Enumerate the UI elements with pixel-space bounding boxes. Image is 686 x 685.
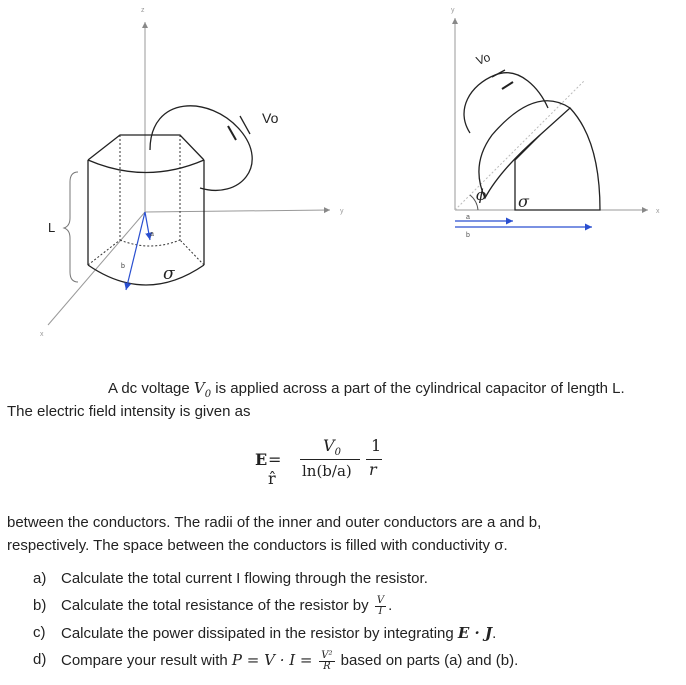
voltage-label: Vo: [474, 50, 493, 68]
z-axis-label: z: [141, 7, 145, 14]
y-axis-label: y: [451, 7, 455, 14]
intro-line-1: A dc voltage $V_0$ is applied across a part of the cylindrical capacitor of length L.: [108, 379, 625, 400]
radius-b-label: b: [121, 263, 125, 270]
equation-num: $V_0$: [323, 436, 341, 459]
voltage-label: Vo: [262, 110, 279, 126]
x-axis-label: x: [656, 208, 660, 215]
radius-a-label: a: [466, 214, 470, 221]
question-b: b) Calculate the total resistance of the resistor by $\frac{V}{I}$ .: [33, 594, 393, 617]
left-figure: [40, 7, 344, 338]
sigma-label: σ: [163, 264, 175, 284]
equation-r: r: [369, 460, 377, 479]
sigma-label: σ: [518, 192, 529, 211]
question-d: d) Compare your result with P = V · I = $\frac{\text{V²}}{R}$ based on parts (a) and (b).: [33, 649, 519, 672]
question-list: [33, 568, 518, 676]
body-line-2: respectively. The space between the conductors is filled with conductivity σ.: [7, 537, 508, 554]
question-c: c) Calculate the power dissipated in the resistor by integrating E · J.: [33, 624, 497, 642]
y-axis-label: y: [340, 208, 344, 215]
x-axis: [48, 212, 145, 325]
question-a: a) Calculate the total current I flowing through the resistor.: [33, 570, 428, 587]
y-axis: [145, 210, 330, 212]
radius-a-label: a: [150, 231, 154, 238]
equation-bar: [300, 459, 360, 460]
battery-plate: [502, 82, 513, 89]
battery-plate: [228, 126, 236, 140]
body-line-1: between the conductors. The radii of the inner and outer conductors are a and b,: [7, 514, 542, 531]
phi-label: ϕ: [476, 186, 487, 204]
length-label: L: [48, 220, 56, 235]
equation-eq: = r̂: [268, 450, 282, 488]
equation-lhs: E: [255, 450, 268, 469]
intro-line-2: The electric field intensity is given as: [7, 403, 251, 420]
equation-one: 1: [371, 436, 382, 455]
right-figure: [451, 7, 660, 239]
equation-den: ln(b/a): [302, 462, 352, 480]
radius-b-label: b: [466, 232, 470, 239]
x-axis-label: x: [40, 331, 44, 338]
